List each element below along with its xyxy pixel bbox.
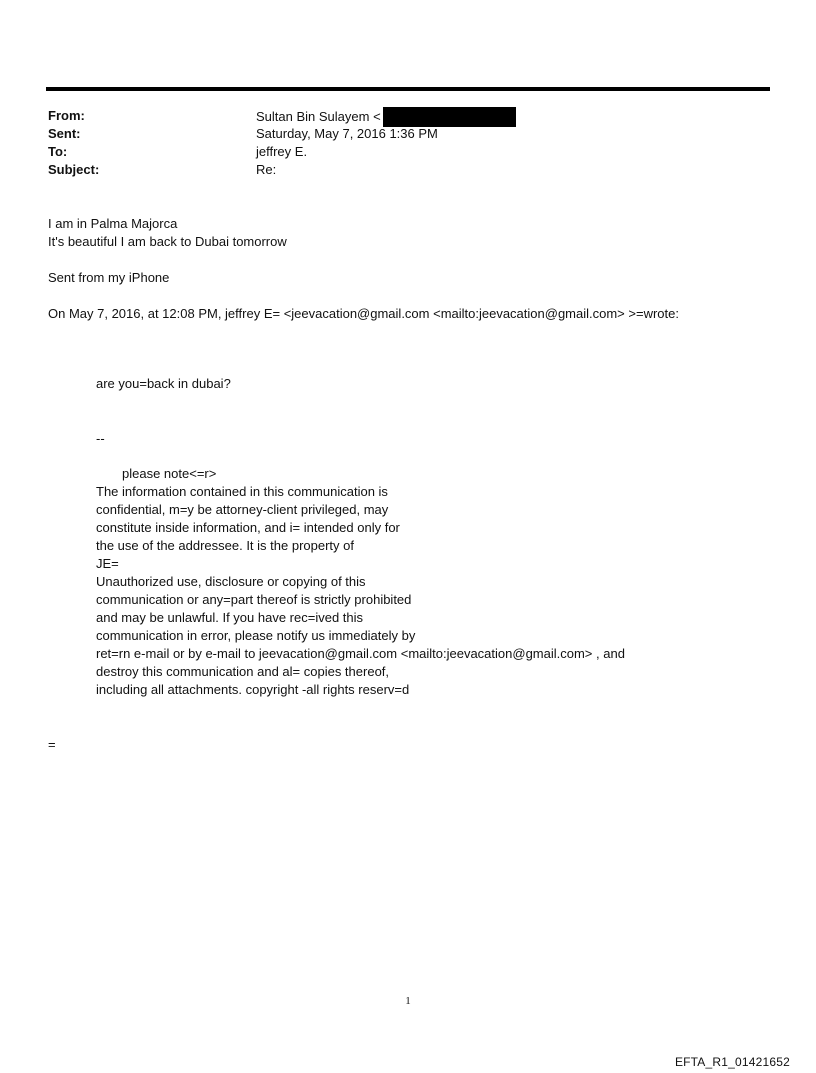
page-number: 1 (405, 995, 411, 1007)
from-label: From: (48, 108, 85, 123)
disclaimer-line: JE= (96, 556, 119, 571)
subject-value: Re: (256, 162, 277, 177)
to-label: To: (48, 144, 68, 159)
sent-value: Saturday, May 7, 2016 1:36 PM (256, 126, 438, 141)
disclaimer-line: The information contained in this communication is (96, 484, 388, 499)
disclaimer-line: communication or any=part thereof is strictly prohibited (96, 592, 412, 607)
body-line-2: It's beautiful I am back to Dubai tomorrow (48, 234, 287, 249)
from-name: Sultan Bin Sulayem < (256, 109, 381, 124)
disclaimer-line: Unauthorized use, disclosure or copying of this (96, 574, 366, 589)
quoted-separator: -- (96, 431, 105, 446)
quote-header: On May 7, 2016, at 12:08 PM, jeffrey E= <jeevacation@gmail.com <mailto:jeevacation@gmail.com> >=wrote: (48, 306, 679, 321)
bates-number: EFTA_R1_01421652 (674, 1055, 790, 1069)
body-line-1: I am in Palma Majorca (48, 216, 178, 231)
disclaimer-line: communication in error, please notify us immediately by (96, 628, 416, 643)
disclaimer-line: ret=rn e-mail or by e-mail to jeevacation@gmail.com <mailto:jeevacation@gmail.com> , and (96, 646, 625, 661)
disclaimer-line: constitute inside information, and i= intended only for (96, 520, 400, 535)
to-value: jeffrey E. (256, 144, 308, 159)
disclaimer-line: please note<=r> (122, 466, 217, 481)
disclaimer-line: and may be unlawful. If you have rec=ived this (96, 610, 364, 625)
signature: Sent from my iPhone (48, 270, 170, 285)
sent-label: Sent: (48, 126, 81, 141)
quoted-question: are you=back in dubai? (96, 376, 231, 391)
trailer-equals: = (48, 737, 56, 752)
disclaimer-block (96, 465, 625, 699)
disclaimer-line: including all attachments. copyright -all rights reserv=d (96, 682, 410, 697)
from-value (256, 107, 516, 127)
disclaimer-line: confidential, m=y be attorney-client privileged, may (96, 502, 389, 517)
header-rule (46, 87, 770, 91)
disclaimer-line: the use of the addressee. It is the property of (96, 538, 354, 553)
redaction-box (383, 107, 516, 127)
subject-label: Subject: (48, 162, 100, 177)
disclaimer-line: destroy this communication and al= copies thereof, (96, 664, 390, 679)
